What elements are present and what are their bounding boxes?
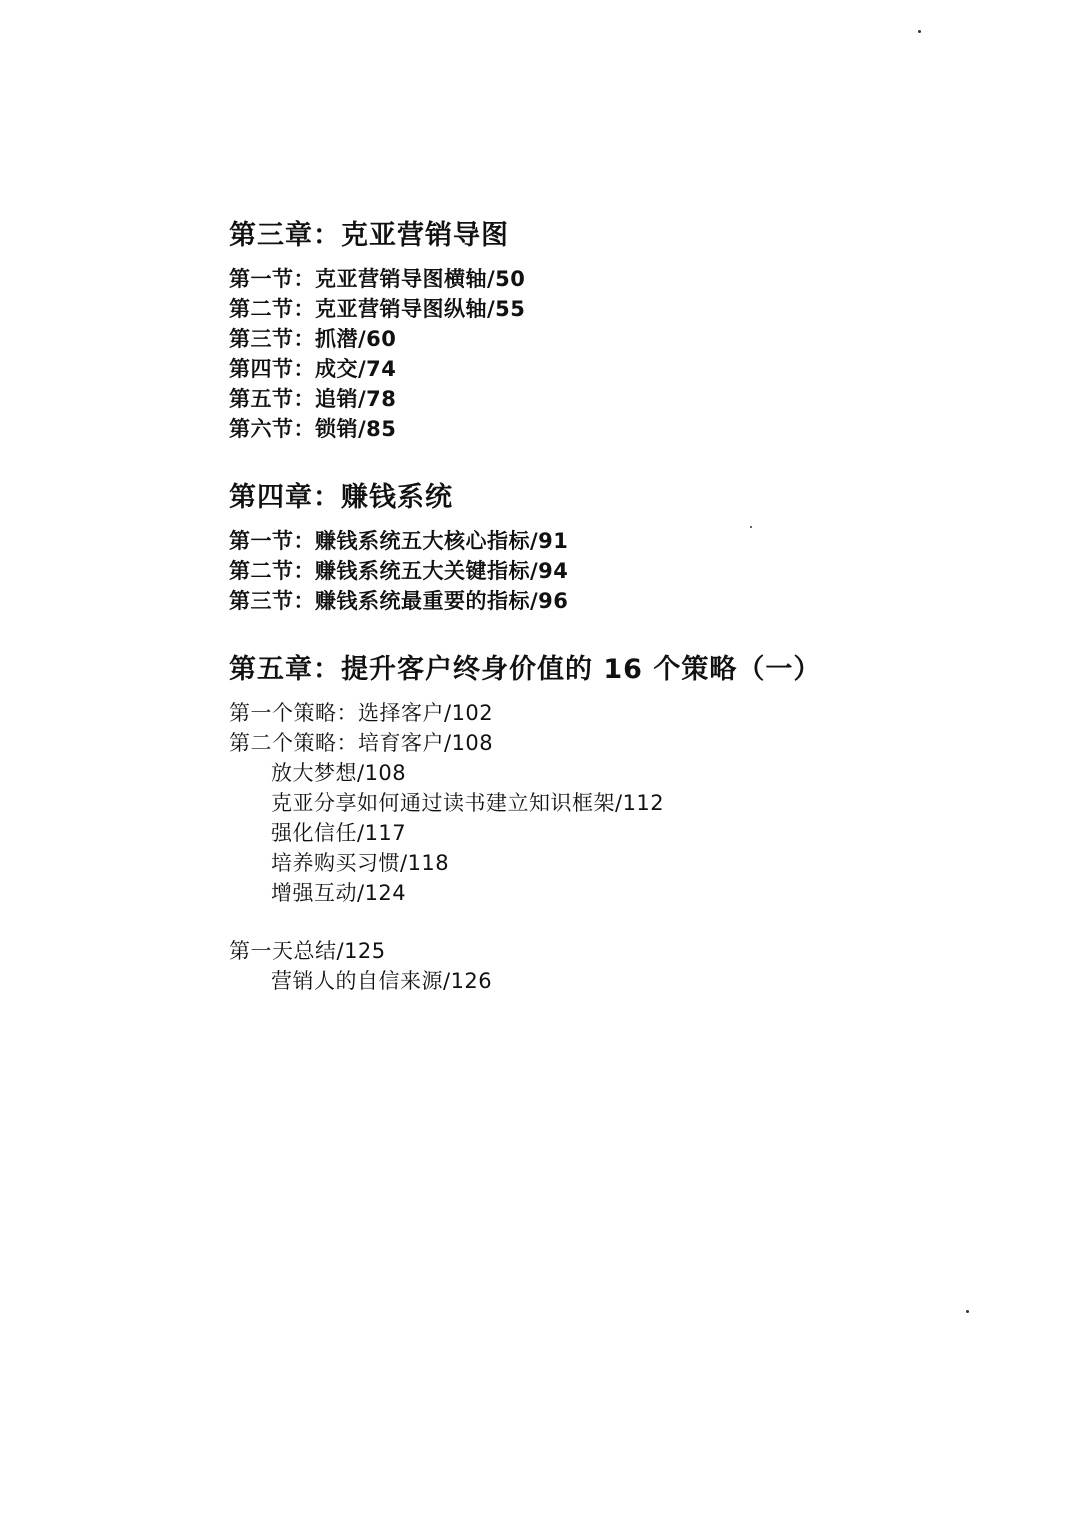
- scan-speck: [750, 526, 752, 528]
- toc-subentry: 营销人的自信来源/126: [271, 969, 493, 993]
- toc-subentry: 克亚分享如何通过读书建立知识框架/112: [271, 791, 665, 815]
- toc-subentry: 增强互动/124: [271, 881, 407, 905]
- toc-entry: 第一节：赚钱系统五大核心指标/91: [229, 529, 569, 553]
- chapter-5: [229, 650, 929, 996]
- chapter-3: [229, 216, 929, 444]
- chapter-4: [229, 478, 929, 616]
- chapter-title: 第三章：克亚营销导图: [229, 220, 509, 251]
- toc-subentry: 培养购买习惯/118: [271, 851, 450, 875]
- toc-entry: 第五节：追销/78: [229, 387, 397, 411]
- scan-speck: [918, 30, 921, 33]
- scan-speck: [966, 1310, 969, 1313]
- toc-entry: 第一个策略：选择客户/102: [229, 701, 494, 725]
- toc-entry: 第二节：赚钱系统五大关键指标/94: [229, 559, 569, 583]
- toc-subentry: 强化信任/117: [271, 821, 407, 845]
- toc-entry: 第四节：成交/74: [229, 357, 397, 381]
- toc-subentry: 放大梦想/108: [271, 761, 407, 785]
- toc-entry: 第二个策略：培育客户/108: [229, 731, 494, 755]
- toc-entry: 第一天总结/125: [229, 939, 386, 963]
- toc-entry: 第二节：克亚营销导图纵轴/55: [229, 297, 526, 321]
- toc-entry: 第三节：抓潜/60: [229, 327, 397, 351]
- toc-entry: 第一节：克亚营销导图横轴/50: [229, 267, 526, 291]
- day-summary: [229, 936, 929, 996]
- toc-entry: 第六节：锁销/85: [229, 417, 397, 441]
- chapter-title: 第四章：赚钱系统: [229, 482, 453, 513]
- toc-entry: 第三节：赚钱系统最重要的指标/96: [229, 589, 569, 613]
- table-of-contents: [229, 216, 929, 1030]
- chapter-title: 第五章：提升客户终身价值的 16 个策略（一）: [229, 654, 822, 685]
